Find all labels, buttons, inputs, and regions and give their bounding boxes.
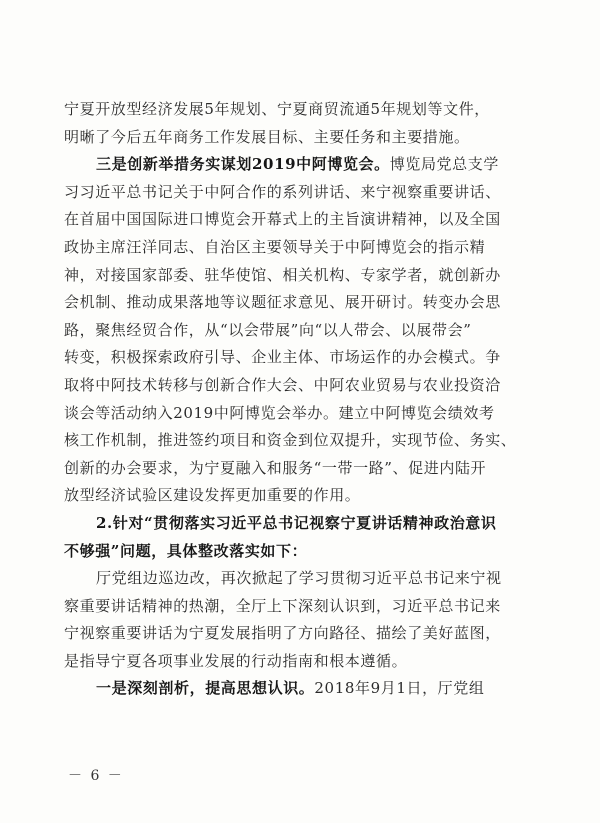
- body-text: [64, 96, 544, 703]
- text-segment: 取将中阿技术转移与创新合作大会、中阿农业贸易与农业投资洽: [64, 375, 501, 394]
- text-line: [64, 289, 544, 317]
- text-segment: 察重要讲话精神的热潮，全厅上下深刻认识到，习近平总书记来: [64, 596, 501, 615]
- text-line: [64, 151, 544, 179]
- text-line: [64, 234, 544, 262]
- text-segment: 谈会等活动纳入2019中阿博览会举办。建立中阿博览会绩效考: [64, 403, 495, 422]
- page-number: － 6 －: [68, 768, 124, 784]
- text-segment: 放型经济试验区建设发挥更加重要的作用。: [64, 486, 361, 505]
- text-segment: 明晰了今后五年商务工作发展目标、主要任务和主要措施。: [64, 127, 470, 146]
- text-segment: 创新的办会要求，为宁夏融入和服务“一带一路”、促进内陆开: [64, 458, 487, 477]
- text-line: [64, 372, 544, 400]
- text-line: [64, 593, 544, 621]
- bold-text-segment: 2.针对“贯彻落实习近平总书记视察宁夏讲话精神政治意识: [96, 513, 497, 532]
- text-segment: 转变，积极探索政府引导、企业主体、市场运作的办会模式。争: [64, 348, 501, 367]
- text-line: [64, 510, 544, 538]
- bold-text-segment: 一是深刻剖析，提高思想认识。: [96, 679, 315, 698]
- text-line: [64, 620, 544, 648]
- text-line: [64, 427, 544, 455]
- text-line: [64, 400, 544, 428]
- text-segment: 是指导宁夏各项事业发展的行动指南和根本遵循。: [64, 651, 408, 670]
- text-segment: 路，聚焦经贸合作，从“以会带展”向“以人带会、以展带会”: [64, 320, 472, 339]
- text-segment: 厅党组边巡边改，再次掀起了学习贯彻习近平总书记来宁视: [96, 569, 502, 588]
- text-line: [64, 206, 544, 234]
- text-line: [64, 317, 544, 345]
- text-segment: 宁视察重要讲话为宁夏发展指明了方向路径、描绘了美好蓝图，: [64, 624, 501, 643]
- text-segment: 宁夏开放型经济发展5年规划、宁夏商贸流通5年规划等文件，: [64, 100, 490, 118]
- text-segment: 在首届中国国际进口博览会开幕式上的主旨演讲精神，以及全国: [64, 210, 501, 229]
- text-line: [64, 455, 544, 483]
- text-line: [64, 538, 544, 566]
- text-segment: 会机制、推动成果落地等议题征求意见、展开研讨。转变办会思: [64, 293, 501, 312]
- text-line: [64, 648, 544, 676]
- text-line: [64, 565, 544, 593]
- text-segment: 核工作机制，推进签约项目和资金到位双提升，实现节俭、务实、: [64, 431, 517, 450]
- text-segment: 神，对接国家部委、驻华使馆、相关机构、专家学者，就创新办: [64, 265, 501, 284]
- text-line: [64, 675, 544, 703]
- text-line: [64, 124, 544, 152]
- bold-text-segment: 不够强”: [64, 541, 121, 560]
- text-line: [64, 179, 544, 207]
- text-line: [64, 262, 544, 290]
- text-segment: 政协主席汪洋同志、自治区主要领导关于中阿博览会的指示精: [64, 237, 486, 256]
- text-segment: 2018年9月1日，厅党组: [314, 679, 485, 698]
- text-segment: 博览局党总支学: [389, 155, 499, 174]
- text-segment: 习习近平总书记关于中阿合作的系列讲话、来宁视察重要讲话、: [64, 182, 501, 201]
- bold-text-segment: 三是创新举措务实谋划2019中阿博览会。: [96, 155, 390, 174]
- text-line: [64, 344, 544, 372]
- bold-text-segment: 问题，具体整改落实如下：: [120, 541, 308, 560]
- text-line: [64, 96, 544, 124]
- text-line: [64, 482, 544, 510]
